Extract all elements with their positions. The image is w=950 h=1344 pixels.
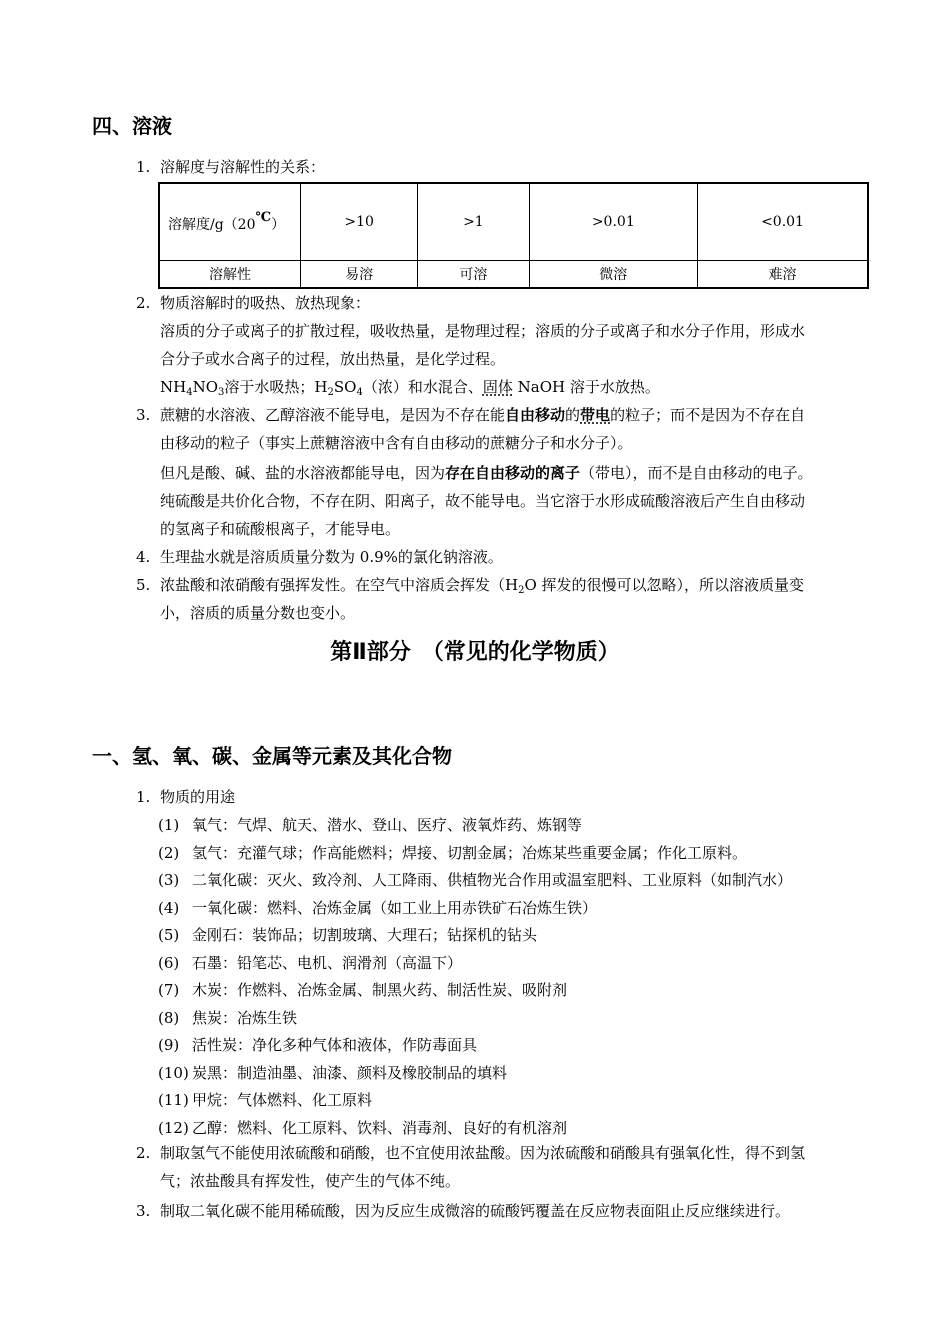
list-item: 炭黑：制造油墨、油漆、颜料及橡胶制品的填料: [192, 1063, 508, 1082]
list-item-number: (3): [158, 871, 180, 889]
table-cell: >10: [301, 183, 418, 261]
item-solubility-relation: 溶解度与溶解性的关系：: [160, 158, 326, 176]
paragraph-line: 制取二氧化碳不能用稀硫酸，因为反应生成微溶的硫酸钙覆盖在反应物表面阻止反应继续进行。: [160, 1202, 791, 1220]
list-item-number: (12): [158, 1118, 189, 1137]
list-item: 活性炭：净化多种气体和液体，作防毒面具: [192, 1036, 478, 1054]
paragraph-line: $NH_4NO_3$溶于水吸热；$H_2SO_4$（浓）和水混合、固体 NaOH 溶于水放热。: [160, 378, 660, 398]
list-item-number: (5): [158, 926, 180, 944]
item-number: 2.: [136, 1144, 151, 1162]
emphasis-bold: 自由移动: [505, 406, 566, 424]
paragraph-line: 蔗糖的水溶液、乙醇溶液不能导电，是因为不存在能自由移动的带电的粒子；而不是因为不存在自: [160, 406, 806, 424]
paragraph-line: 溶质的分子或离子的扩散过程，吸收热量，是物理过程；溶质的分子或离子和水分子作用，形成水: [160, 322, 806, 340]
list-item-number: (1): [158, 816, 180, 834]
table-cell: 难溶: [698, 261, 868, 289]
list-item: 木炭：作燃料、冶炼金属、制黑火药、制活性炭、吸附剂: [192, 981, 568, 999]
solubility-table: [158, 182, 869, 289]
paragraph-line: 制取氢气不能使用浓硫酸和硝酸，也不宜使用浓盐酸。因为浓硫酸和硝酸具有强氧化性，得不到氢: [160, 1144, 806, 1162]
list-item-number: (10): [158, 1063, 189, 1082]
part-heading: 第Ⅱ部分 （常见的化学物质）: [330, 640, 620, 665]
item-heat-title: 物质溶解时的吸热、放热现象：: [160, 294, 371, 312]
paragraph-line: 浓盐酸和浓硝酸有强挥发性。在空气中溶质会挥发（$H_2O$ 挥发的很慢可以忽略），所以溶液质量变: [160, 576, 805, 596]
item-number: 1.: [136, 788, 151, 806]
paragraph-line: 的氢离子和硫酸根离子，才能导电。: [160, 520, 401, 538]
paragraph-line: 气；浓盐酸具有挥发性，使产生的气体不纯。: [160, 1172, 461, 1190]
item-number: 5.: [136, 576, 151, 594]
list-item: 乙醇：燃料、化工原料、饮料、消毒剂、良好的有机溶剂: [192, 1118, 568, 1137]
list-item-number: (2): [158, 843, 180, 862]
list-item: 石墨：铅笔芯、电机、润滑剂（高温下）: [192, 953, 463, 972]
item-number: 1.: [136, 158, 151, 176]
emphasis-bold: 存在自由移动的离子: [445, 464, 581, 482]
emphasis-dotted: 固体: [482, 378, 513, 396]
degree-celsius: ℃: [255, 210, 272, 225]
list-item-number: (11): [158, 1091, 189, 1109]
table-cell: >0.01: [529, 183, 698, 261]
list-item-number: (7): [158, 981, 180, 999]
section-heading-solution: 四、溶液: [92, 114, 172, 138]
item-uses-title: 物质的用途: [160, 788, 236, 806]
item-number: 2.: [136, 294, 151, 312]
list-item-number: (9): [158, 1036, 180, 1054]
list-item: 金刚石：装饰品；切割玻璃、大理石；钻探机的钻头: [192, 926, 538, 944]
table-cell: >1: [418, 183, 529, 261]
list-item: 氢气：充灌气球；作高能燃料；焊接、切割金属；冶炼某些重要金属；作化工原料。: [192, 843, 748, 862]
item-number: 4.: [136, 548, 151, 566]
list-item: 一氧化碳：燃料、冶炼金属（如工业上用赤铁矿石冶炼生铁）: [192, 898, 598, 917]
list-item-number: (6): [158, 953, 180, 972]
table-cell: 易溶: [301, 261, 418, 289]
paragraph-line: 由移动的粒子（事实上蔗糖溶液中含有自由移动的蔗糖分子和水分子）。: [160, 434, 633, 452]
paragraph-line: 小，溶质的质量分数也变小。: [160, 604, 356, 622]
paragraph-line: 但凡是酸、碱、盐的水溶液都能导电，因为存在自由移动的离子（带电），而不是自由移动的电子。: [160, 464, 813, 482]
list-item: 甲烷：气体燃料、化工原料: [192, 1091, 373, 1109]
table-cell: 微溶: [529, 261, 698, 289]
emphasis-bold-dotted: 带电: [580, 406, 611, 424]
list-item: 焦炭：冶炼生铁: [192, 1008, 298, 1027]
table-row: [159, 183, 868, 261]
item-number: 3.: [136, 1202, 151, 1220]
item-number: 3.: [136, 406, 151, 424]
table-cell: 可溶: [418, 261, 529, 289]
section-heading-elements: 一、氢、氧、碳、金属等元素及其化合物: [92, 744, 452, 768]
paragraph-line: 生理盐水就是溶质质量分数为 0.9%的氯化钠溶液。: [160, 548, 503, 566]
table-header-cell: 溶解度/g（20℃）: [159, 183, 301, 261]
list-item-number: (4): [158, 898, 180, 917]
list-item: 氧气：气焊、航天、潜水、登山、医疗、液氧炸药、炼钢等: [192, 816, 583, 834]
list-item: 二氧化碳：灭火、致冷剂、人工降雨、供植物光合作用或温室肥料、工业原料（如制汽水）: [192, 871, 793, 889]
list-item-number: (8): [158, 1008, 180, 1027]
table-cell: <0.01: [698, 183, 868, 261]
table-row: [159, 261, 868, 289]
paragraph-line: 纯硫酸是共价化合物，不存在阴、阳离子，故不能导电。当它溶于水形成硫酸溶液后产生自由移动: [160, 492, 806, 510]
paragraph-line: 合分子或水合离子的过程，放出热量，是化学过程。: [160, 350, 506, 368]
table-header-cell: 溶解性: [159, 261, 301, 289]
